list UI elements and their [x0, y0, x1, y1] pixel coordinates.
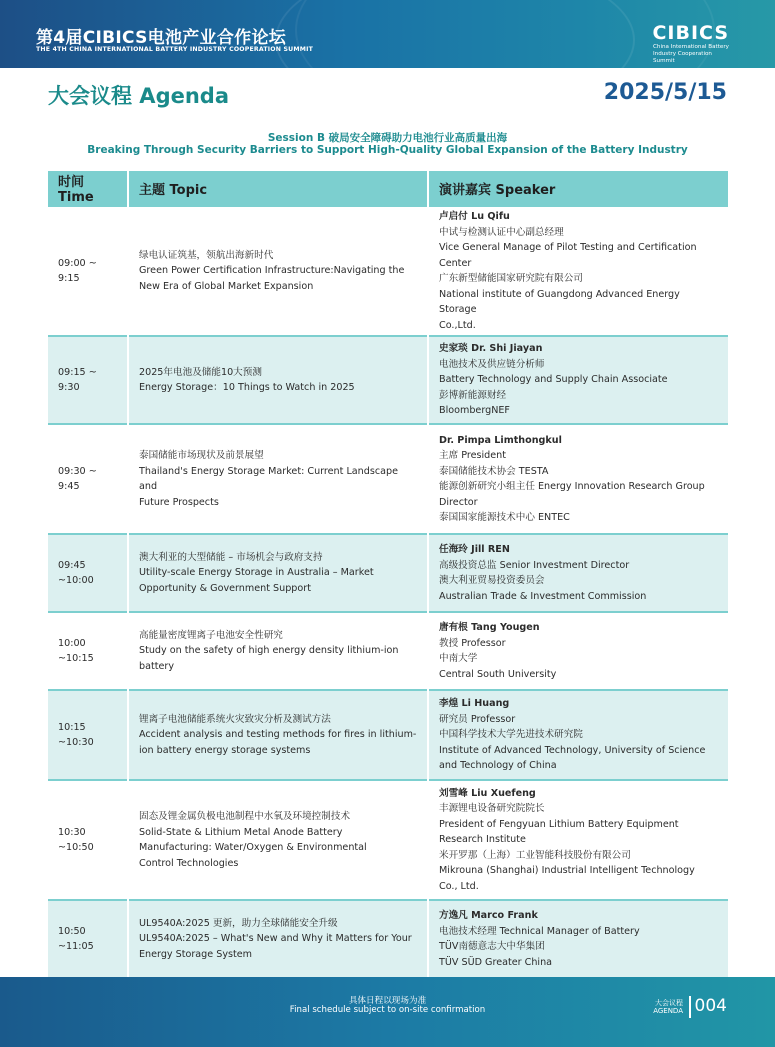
speaker-line: 泰国国家能源技术中心 ENTEC: [439, 512, 570, 523]
speaker-line: Co., Ltd.: [439, 880, 479, 892]
speaker-line: 广东新型储能国家研究院有限公司: [439, 273, 583, 284]
topic-line: 2025年电池及储能10大预测: [139, 366, 262, 378]
speaker-line: Mikrouna (Shanghai) Industrial Intelligent Technology: [439, 865, 695, 877]
speaker-line: Center: [439, 257, 472, 269]
speaker-line: 泰国储能技术协会 TESTA: [439, 465, 549, 477]
agenda-table: [48, 171, 728, 979]
row-speaker: [428, 780, 728, 900]
speaker-line: 高级投资总监 Senior Investment Director: [439, 559, 630, 571]
topic-line: Manufacturing: Water/Oxygen & Environmental: [139, 842, 367, 853]
speaker-line: and Technology of China: [439, 760, 557, 772]
topic-line: Control Technologies: [139, 857, 239, 869]
speaker-line: 澳大利亚贸易投资委员会: [439, 575, 545, 586]
topic-line: Study on the safety of high energy density lithium-ion: [139, 645, 399, 657]
row-speaker: [428, 534, 728, 612]
header-banner: [0, 0, 775, 68]
topic-line: Accident analysis and testing methods for fires in lithium-: [139, 729, 417, 741]
row-speaker: [428, 336, 728, 424]
row-time: 09:15 ~ 9:30: [48, 336, 128, 424]
speaker-line: Director: [439, 496, 478, 508]
speaker-line: Australian Trade & Investment Commission: [439, 590, 647, 602]
session-title-en: Breaking Through Security Barriers to Support High-Quality Global Expansion of the Battery Industry: [87, 144, 688, 156]
row-topic: [128, 780, 428, 900]
topic-line: Thailand's Energy Storage Market: Current Landscape and: [139, 465, 398, 492]
footer-note-en: Final schedule subject to on-site confirmation: [289, 1005, 486, 1015]
row-speaker: [428, 690, 728, 780]
footer-note-cn: 具体日程以现场为准: [348, 996, 427, 1006]
row-time: 09:30 ~ 9:45: [48, 424, 128, 534]
topic-line: 泰国储能市场现状及前景展望: [139, 450, 264, 461]
table-row: [48, 534, 728, 612]
topic-line: 绿电认证筑基，领航出海新时代: [139, 249, 274, 261]
topic-line: ion battery energy storage systems: [139, 744, 311, 756]
row-topic: [128, 336, 428, 424]
page-number: 004: [694, 996, 727, 1016]
speaker-line: 丰源锂电设备研究院院长: [439, 803, 545, 815]
speaker-line: 研究员 Professor: [439, 713, 516, 725]
speaker-name: Dr. Pimpa Limthongkul: [439, 434, 562, 446]
speaker-name: 史家琰 Dr. Shi Jiayan: [439, 343, 543, 355]
table-row: [48, 612, 728, 690]
topic-line: Opportunity & Government Support: [139, 582, 311, 594]
table-header-row: [48, 171, 728, 206]
table-row: [48, 424, 728, 534]
speaker-line: Co.,Ltd.: [439, 319, 476, 331]
row-time: 09:00 ~ 9:15: [48, 206, 128, 336]
speaker-name: 唐有根 Tang Yougen: [439, 622, 540, 633]
speaker-name: 刘雪峰 Liu Xuefeng: [439, 787, 536, 799]
topic-line: Energy Storage System: [139, 948, 252, 960]
speaker-line: President of Fengyuan Lithium Battery Equipment: [439, 818, 679, 830]
speaker-line: 彭博新能源财经: [439, 389, 507, 401]
session-title-cn: Session B 破局安全障碍助力电池行业高质量出海: [267, 132, 508, 144]
row-topic: [128, 690, 428, 780]
row-topic: [128, 206, 428, 336]
speaker-name: 方逸凡 Marco Frank: [439, 910, 538, 921]
row-time: 10:30 ~10:50: [48, 780, 128, 900]
row-topic: [128, 900, 428, 978]
header-topic: 主题 Topic: [128, 171, 428, 206]
speaker-line: 中国科学技术大学先进技术研究院: [439, 729, 583, 741]
footer-label-cn: 大会议程: [655, 999, 683, 1007]
topic-line: 锂离子电池储能系统火灾致灾分析及测试方法: [139, 713, 331, 725]
topic-line: UL9540A:2025 – What's New and Why it Matters for Your: [139, 933, 412, 945]
agenda-body: [48, 206, 728, 978]
topic-line: Energy Storage：10 Things to Watch in 2025: [139, 382, 355, 393]
topic-line: Green Power Certification Infrastructure:Navigating the: [139, 265, 405, 277]
table-row: [48, 780, 728, 900]
topic-line: Solid-State & Lithium Metal Anode Battery: [139, 826, 343, 838]
speaker-line: Battery Technology and Supply Chain Associate: [439, 374, 668, 386]
cibics-logo-subtitle: China International Battery Industry Cooperation Summit: [653, 44, 729, 64]
speaker-line: Institute of Advanced Technology, University of Science: [439, 744, 706, 756]
table-row: [48, 206, 728, 336]
page-date: 2025/5/15: [603, 80, 727, 105]
speaker-line: 电池技术经理 Technical Manager of Battery: [439, 925, 640, 937]
speaker-line: National institute of Guangdong Advanced Energy Storage: [439, 288, 680, 315]
table-row: [48, 336, 728, 424]
row-speaker: [428, 900, 728, 978]
speaker-line: TÜV南德意志大中华集团: [439, 941, 545, 952]
table-row: [48, 690, 728, 780]
row-time: 10:50 ~11:05: [48, 900, 128, 978]
row-topic: [128, 612, 428, 690]
topic-line: New Era of Global Market Expansion: [139, 280, 314, 292]
footer-divider: [689, 996, 691, 1018]
topic-line: battery: [139, 660, 175, 672]
footer-label: [653, 999, 683, 1015]
row-speaker: [428, 612, 728, 690]
speaker-line: 中试与检测认证中心副总经理: [439, 226, 564, 238]
row-time: 10:00 ~10:15: [48, 612, 128, 690]
speaker-line: 米开罗那（上海）工业智能科技股份有限公司: [439, 849, 631, 861]
row-time: 09:45 ~10:00: [48, 534, 128, 612]
forum-subtitle: THE 4TH CHINA INTERNATIONAL BATTERY INDUSTRY COOPERATION SUMMIT: [36, 46, 314, 53]
topic-line: 澳大利亚的大型储能 – 市场机会与政府支持: [139, 551, 323, 563]
speaker-line: BloombergNEF: [439, 405, 510, 417]
speaker-line: 电池技术及供应链分析师: [439, 358, 545, 370]
speaker-line: Central South University: [439, 668, 557, 680]
speaker-line: Research Institute: [439, 834, 526, 846]
speaker-line: 主席 President: [439, 450, 506, 461]
speaker-line: 能源创新研究小组主任 Energy Innovation Research Group: [439, 481, 705, 492]
speaker-line: TÜV SÜD Greater China: [439, 956, 553, 968]
header-speaker: 演讲嘉宾 Speaker: [428, 171, 728, 206]
row-time: 10:15 ~10:30: [48, 690, 128, 780]
speaker-line: 中南大学: [439, 653, 478, 664]
header-time: 时间 Time: [48, 171, 128, 206]
topic-line: UL9540A:2025 更新，助力全球储能安全升级: [139, 917, 338, 929]
row-topic: [128, 424, 428, 534]
footer-label-en: AGENDA: [653, 1007, 683, 1015]
table-row: [48, 900, 728, 978]
forum-title: 第4届CIBICS电池产业合作论坛: [36, 28, 287, 48]
row-speaker: [428, 424, 728, 534]
row-topic: [128, 534, 428, 612]
topic-line: 固态及锂金属负极电池制程中水氧及环境控制技术: [139, 811, 351, 822]
row-speaker: [428, 206, 728, 336]
speaker-name: 李煌 Li Huang: [439, 698, 510, 710]
speaker-name: 卢启付 Lu Qifu: [439, 211, 510, 222]
speaker-name: 任海玲 Jill REN: [439, 544, 510, 555]
speaker-line: 教授 Professor: [439, 637, 506, 649]
topic-line: Utility-scale Energy Storage in Australia – Market: [139, 567, 374, 579]
cibics-logo: CIBICS: [652, 22, 729, 44]
page-title: 大会议程 Agenda: [48, 84, 229, 108]
topic-line: Future Prospects: [139, 496, 219, 508]
speaker-line: Vice General Manage of Pilot Testing and Certification: [439, 242, 697, 253]
topic-line: 高能量密度锂离子电池安全性研究: [139, 629, 283, 641]
